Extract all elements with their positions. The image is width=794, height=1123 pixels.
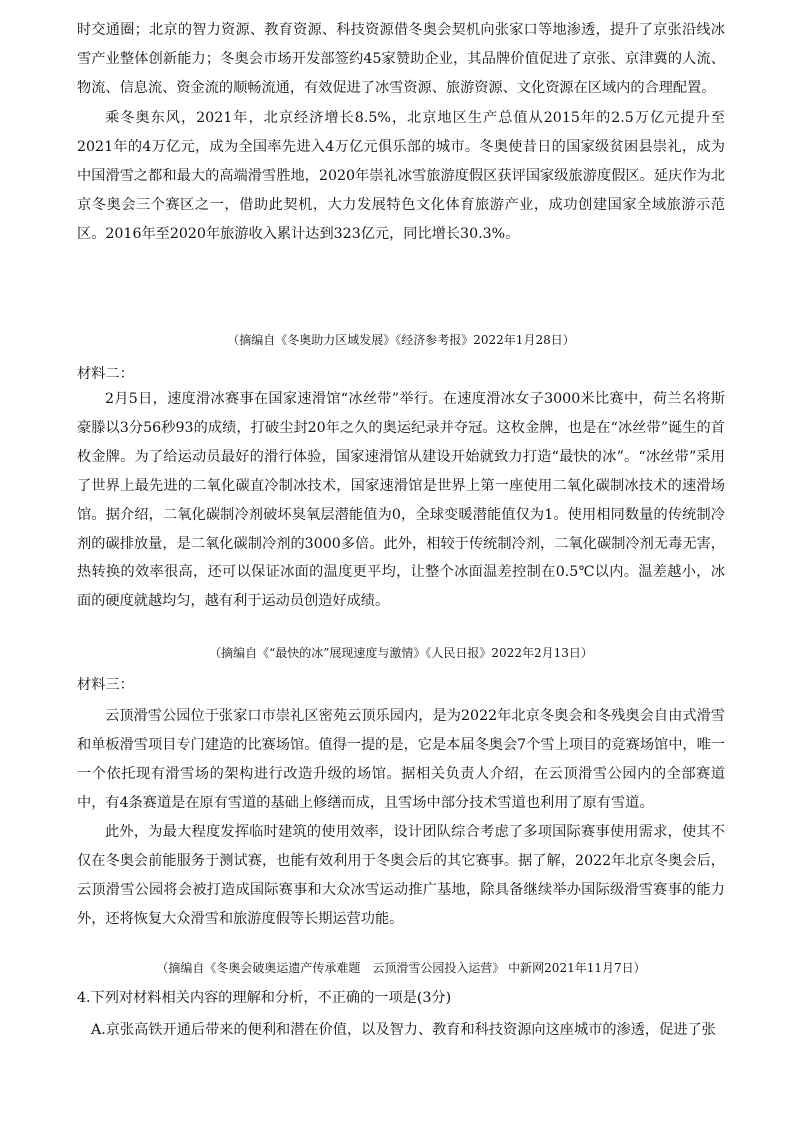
source-citation-2: （摘编自《“最快的冰”展现速度与激情》《人民日报》2022年2月13日） <box>209 646 593 660</box>
material-three-label: 材料三： <box>77 677 134 693</box>
source-citation-3: （摘编自《冬奥会破奥运遗产传承难题 云顶滑雪公园投入运营》 中新网2021年11月7日） <box>156 961 646 975</box>
option-a: A.京张高铁开通后带来的便利和潜在价值，以及智力、教育和科技资源向这座城市的渗透，促进了张 <box>91 1022 716 1038</box>
paragraph-post-games-use: 此外，为最大程度发挥临时建筑的使用效率，设计团队综合考虑了多项国际赛事使用需求，使其不仅在冬奥会前能服务于测试赛，也能有效利用于冬奥会后的其它赛事。据了解，2022年北京冬奥会后，云顶滑雪公园将会被打造成国际赛事和大众冰雪运动推广基地，除具备继续举办国际级滑雪赛事的能力外，还将恢复大众滑雪和旅游度假等长期运营功能。 <box>77 824 725 927</box>
paragraph-intro: 时交通圈；北京的智力资源、教育资源、科技资源借冬奥会契机向张家口等地渗透，提升了京张沿线冰雪产业整体创新能力；冬奥会市场开发部签约45家赞助企业，其品牌价值促进了京张、京津冀的人流、物流、信息流、资金流的顺畅流通，有效促进了冰雪资源、旅游资源、文化资源在区域内的合理配置。 <box>77 22 725 96</box>
paragraph-genting-park: 云顶滑雪公园位于张家口市崇礼区密苑云顶乐园内，是为2022年北京冬奥会和冬残奥会自由式滑雪和单板滑雪项目专门建造的比赛场馆。值得一提的是，它是本届冬奥会7个雪上项目的竞赛场馆中，唯一一个依托现有滑雪场的架构进行改造升级的场馆。据相关负责人介绍，在云顶滑雪公园内的全部赛道中，有4条赛道是在原有雪道的基础上修缮而成，且雪场中部分技术雪道也利用了原有雪道。 <box>77 708 725 811</box>
question-stem: 4.下列对材料相关内容的理解和分析，不正确的一项是(3分) <box>77 990 452 1006</box>
material-two-label: 材料二： <box>77 366 134 382</box>
paragraph-economy: 乘冬奥东风，2021年，北京经济增长8.5%，北京地区生产总值从2015年的2.5万亿元提升至2021年的4万亿元，成为全国率先进入4万亿元俱乐部的城市。冬奥使昔日的国家级贫困县崇礼，成为中国滑雪之都和最大的高端滑雪胜地，2020年崇礼冰雪旅游度假区获评国家级旅游度假区。延庆作为北京冬奥会三个赛区之一，借助此契机，大力发展特色文化体育旅游产业，成功创建国家全域旅游示范区。2016年至2020年旅游收入累计达到323亿元，同比增长30.3%。 <box>77 110 725 242</box>
paragraph-ice-ribbon: 2月5日，速度滑冰赛事在国家速滑馆“冰丝带”举行。在速度滑冰女子3000米比赛中，荷兰名将斯豪滕以3分56秒93的成绩，打破尘封20年之久的奥运纪录并夺冠。这枚金牌，也是在“冰丝带”诞生的首枚金牌。为了给运动员最好的滑行体验，国家速滑馆从建设开始就致力打造“最快的冰”。“冰丝带”采用了世界上最先进的二氧化碳直冷制冰技术，国家速滑馆是世界上第一座使用二氧化碳制冰技术的速滑场馆。据介绍，二氧化碳制冷剂破坏臭氧层潜能值为0，全球变暖潜能值仅为1。使用相同数量的传统制冷剂的碳排放量，是二氧化碳制冷剂的3000多倍。此外，相较于传统制冷剂，二氧化碳制冷剂无毒无害，热转换的效率很高，还可以保证冰面的温度更平均，让整个冰面温差控制在0.5℃以内。温差越小，冰面的硬度就越均匀，越有利于运动员创造好成绩。 <box>77 391 725 610</box>
source-citation-1: （摘编自《冬奥助力区域发展》《经济参考报》2022年1月28日） <box>227 333 575 347</box>
